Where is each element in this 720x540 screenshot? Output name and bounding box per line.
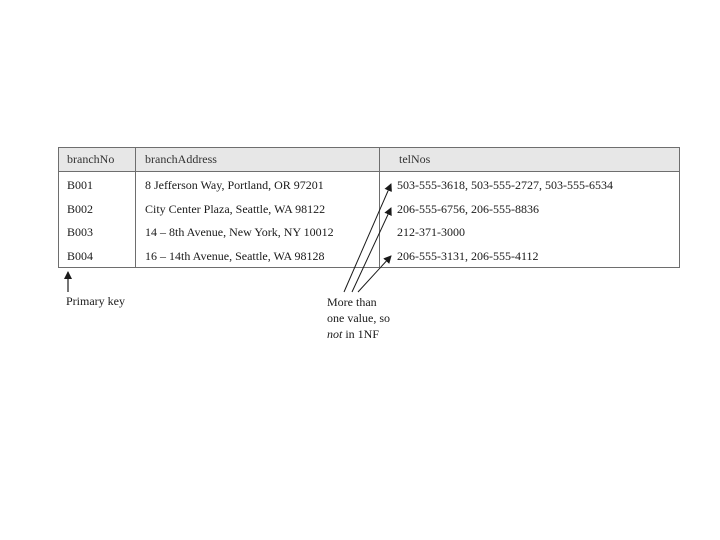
- cell-branchno: B001: [67, 178, 94, 192]
- note-line: one value, so: [327, 311, 390, 325]
- cell-branchaddress: City Center Plaza, Seattle, WA 98122: [145, 202, 326, 216]
- cell-telnos: 212-371-3000: [397, 225, 465, 239]
- telnos-arrow-row4: [358, 256, 391, 292]
- column-header-branchaddress: branchAddress: [145, 152, 217, 166]
- cell-branchaddress: 14 – 8th Avenue, New York, NY 10012: [145, 225, 334, 239]
- cell-branchno: B003: [67, 225, 94, 239]
- column-header-branchno: branchNo: [67, 152, 115, 166]
- cell-telnos: 206-555-3131, 206-555-4112: [397, 249, 539, 263]
- telnos-arrow-row2: [352, 208, 391, 292]
- cell-branchno: B002: [67, 202, 94, 216]
- primary-key-label: Primary key: [66, 294, 125, 308]
- column-header-telnos: telNos: [399, 152, 431, 166]
- cell-telnos: 503-555-3618, 503-555-2727, 503-555-6534: [397, 178, 613, 192]
- note-line: [327, 326, 390, 342]
- cell-branchno: B004: [67, 249, 94, 263]
- telnos-arrow-row1: [344, 184, 391, 292]
- cell-telnos: 206-555-6756, 206-555-8836: [397, 202, 539, 216]
- note-line: More than: [327, 295, 377, 309]
- note-emphasis: not: [327, 327, 343, 341]
- cell-branchaddress: 16 – 14th Avenue, Seattle, WA 98128: [145, 249, 325, 263]
- not-1nf-note: [327, 294, 390, 342]
- note-line-rest: in 1NF: [342, 327, 380, 341]
- cell-branchaddress: 8 Jefferson Way, Portland, OR 97201: [145, 178, 324, 192]
